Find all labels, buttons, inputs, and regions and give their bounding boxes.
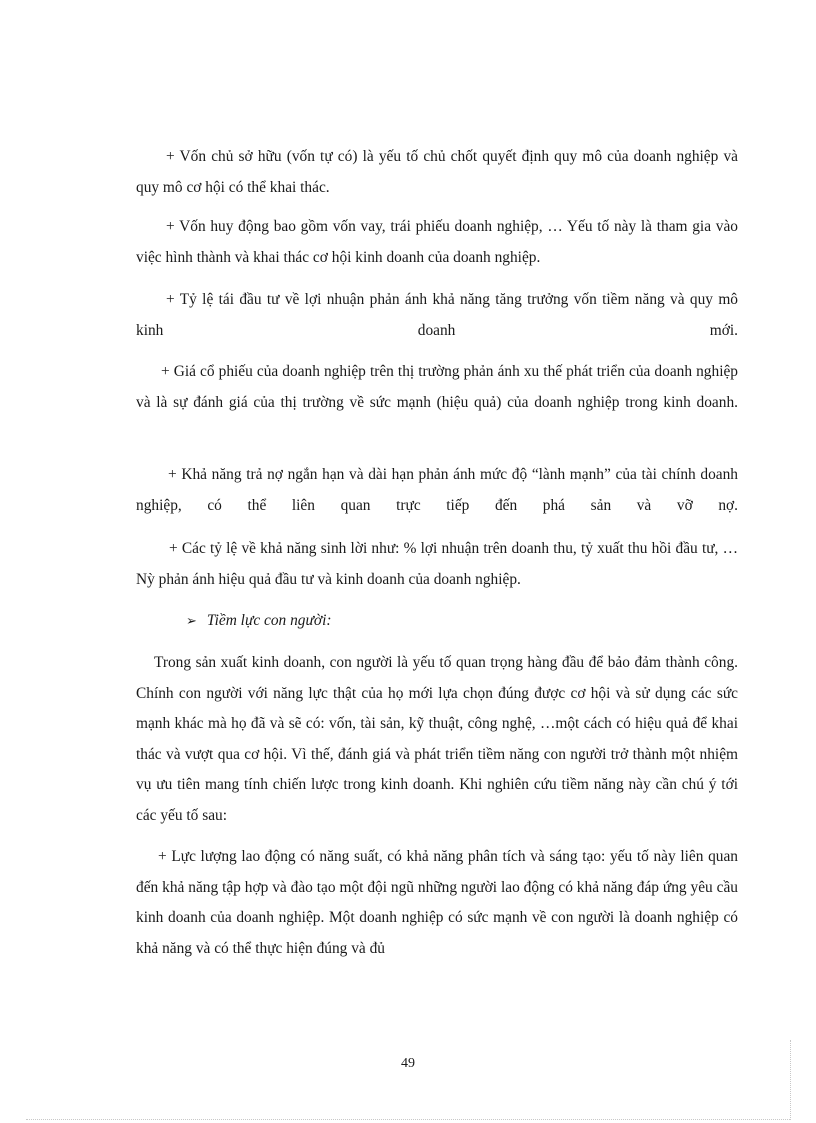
paragraph-owner-equity: + Vốn chủ sở hữu (vốn tự có) là yếu tố chủ chốt quyết định quy mô của doanh nghiệp và quy mô cơ hội có thể khai thác. <box>136 148 738 196</box>
page-number: 49 <box>401 1056 415 1071</box>
paragraph-human-potential: Trong sản xuất kinh doanh, con người là yếu tố quan trọng hàng đầu để bảo đảm thành công. Chính con người với năng lực thật của họ mới lựa chọn đúng được cơ hội và sử dụng các sức mạnh khác mà họ đã và sẽ có: vốn, tài sản, kỹ thuật, công nghệ, …một cách có hiệu quả để khai thác và vượt qua cơ hội. Vì thế, đánh giá và phát triển tiềm năng con người trở thành một nhiệm vụ ưu tiên mang tính chiến lược trong kinh doanh. Khi nghiên cứu tiềm năng này cần chú ý tới các yếu tố sau: <box>136 654 738 824</box>
paragraph-mobilized-capital: + Vốn huy động bao gồm vốn vay, trái phiếu doanh nghiệp, … Yếu tố này là tham gia vào việc hình thành và khai thác cơ hội kinh doanh của doanh nghiệp. <box>136 218 738 266</box>
paragraph-debt-repayment: + Khả năng trả nợ ngắn hạn và dài hạn phản ánh mức độ “lành mạnh” của tài chính doanh nghiệp, có thể liên quan trực tiếp đến phá sản và vỡ nợ. <box>136 466 738 514</box>
paragraph-profitability-ratios: + Các tỷ lệ về khả năng sinh lời như: % lợi nhuận trên doanh thu, tỷ xuất thu hồi đầu tư, … Nỳ phản ánh hiệu quả đầu tư và kinh doanh của doanh nghiệp. <box>136 540 738 588</box>
section-heading-text: Tiềm lực con người: <box>206 612 332 629</box>
paragraph-reinvestment-rate: + Tỷ lệ tái đầu tư về lợi nhuận phản ánh khả năng tăng trưởng vốn tiềm năng và quy mô kinh doanh mới. <box>136 291 738 339</box>
paragraph-share-price: + Giá cổ phiếu của doanh nghiệp trên thị trường phản ánh xu thế phát triển của doanh nghiệp và là sự đánh giá của thị trường về sức mạnh (hiệu quả) của doanh nghiệp trong kinh doanh. <box>136 363 738 411</box>
section-heading <box>186 606 332 636</box>
paragraph-labor-force: + Lực lượng lao động có năng suất, có khả năng phân tích và sáng tạo: yếu tố này liên quan đến khả năng tập hợp và đào tạo một đội ngũ những người lao động có khả năng đáp ứng yêu cầu kinh doanh của doanh nghiệp. Một doanh nghiệp có sức mạnh về con người là doanh nghiệp có khả năng và có thể thực hiện đúng và đủ <box>136 848 738 957</box>
page-bottom-dotted-border <box>26 1119 790 1120</box>
page-right-dotted-border <box>790 1040 791 1120</box>
arrow-bullet-icon: ➢ <box>186 613 197 628</box>
